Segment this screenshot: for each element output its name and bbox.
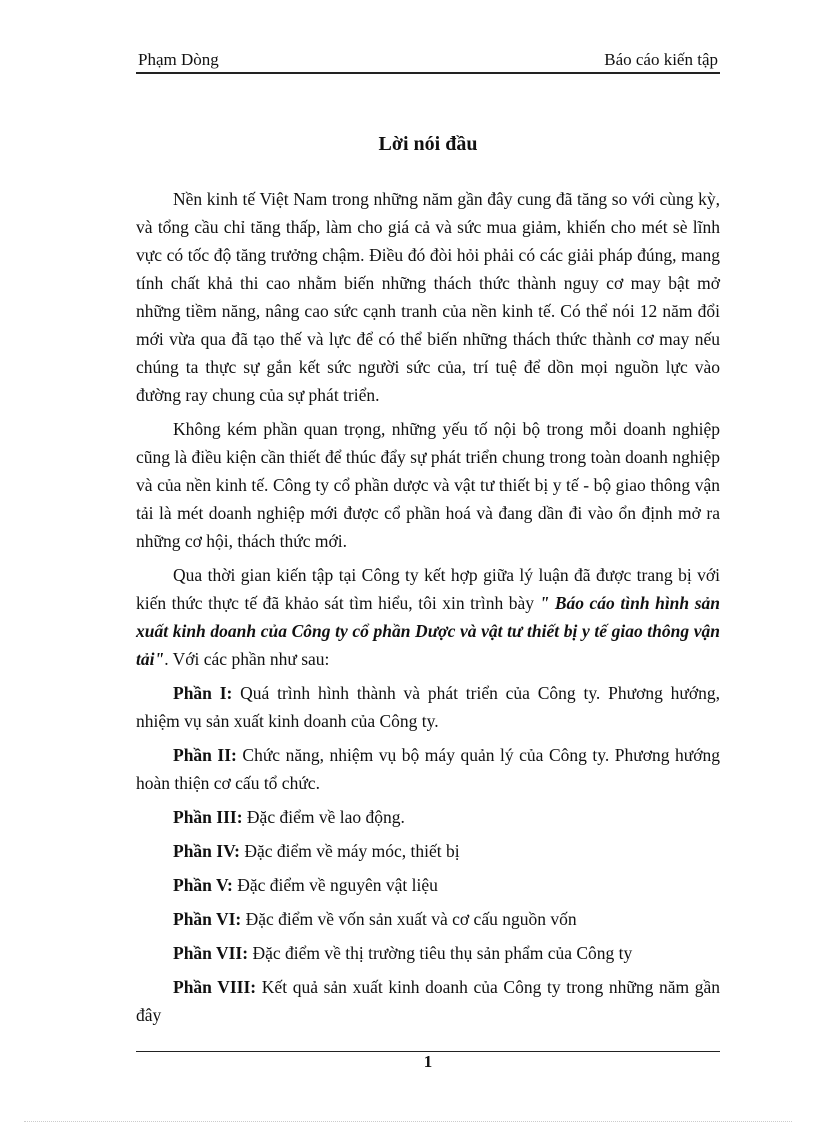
part-label: Phần VI: bbox=[173, 909, 242, 929]
part-label: Phần I: bbox=[173, 683, 233, 703]
part-item bbox=[136, 939, 720, 967]
part-text: Đặc điểm về vốn sản xuất và cơ cấu nguồn vốn bbox=[241, 909, 577, 929]
page-break-divider bbox=[24, 1121, 792, 1122]
document-body bbox=[136, 185, 720, 1035]
header-doc-type: Báo cáo kiến tập bbox=[604, 50, 718, 69]
page-number: 1 bbox=[423, 1052, 433, 1071]
paragraph-2: Không kém phần quan trọng, những yếu tố nội bộ trong mỗi doanh nghiệp cũng là điều kiện cần thiết để thúc đẩy sự phát triển chung trong toàn doanh nghiệp và của nền kinh tế. Công ty cổ phần dược và vật tư thiết bị y tế - bộ giao thông vận tải là mét doanh nghiệp mới được cổ phần hoá và đang dần đi vào ổn định mở ra những cơ hội, thách thức mới. bbox=[136, 419, 720, 551]
page-header bbox=[136, 48, 720, 74]
part-item bbox=[136, 871, 720, 899]
intro-text: Qua thời gian kiến tập tại Công ty kết hợp giữa lý luận đã được trang bị với kiến thức thực tế đã khảo sát tìm hiểu, tôi xin trình bày bbox=[136, 565, 720, 613]
part-label: Phần VIII: bbox=[173, 977, 257, 997]
paragraph-1: Nền kinh tế Việt Nam trong những năm gần đây cung đã tăng so với cùng kỳ, và tổng cầu chỉ tăng thấp, làm cho giá cả và sức mua giảm, khiến cho mét sè lĩnh vực có tốc độ tăng trưởng chậm. Điều đó đòi hỏi phải có các giải pháp đúng, mang tính chất khả thi cao nhằm biến những thách thức thành nguy cơ may bật mở những tiềm năng, nâng cao sức cạnh tranh của nền kinh tế. Có thể nói 12 năm đổi mới vừa qua đã tạo thế và lực để có thể biến những thách thức thành cơ may nếu chúng ta thực sự gắn kết sức người sức của, trí tuệ để dồn mọi nguồn lực vào đường ray chung của sự phát triển. bbox=[136, 189, 720, 405]
part-text: Đặc điểm về nguyên vật liệu bbox=[232, 875, 438, 895]
part-text: Quá trình hình thành và phát triển của Công ty. Phương hướng, nhiệm vụ sản xuất kinh doanh của Công ty. bbox=[136, 683, 720, 731]
part-item bbox=[136, 905, 720, 933]
part-label: Phần IV: bbox=[173, 841, 240, 861]
part-label: Phần II: bbox=[173, 745, 237, 765]
intro-tail: . Với các phần như sau: bbox=[164, 649, 330, 669]
part-label: Phần VII: bbox=[173, 943, 249, 963]
part-item bbox=[136, 741, 720, 797]
page-title: Lời nói đầu bbox=[378, 133, 478, 155]
part-label: Phần III: bbox=[173, 807, 243, 827]
part-item bbox=[136, 679, 720, 735]
part-item bbox=[136, 837, 720, 865]
part-text: Đặc điểm về thị trường tiêu thụ sản phẩm của Công ty bbox=[248, 943, 633, 963]
paragraph-intro bbox=[136, 561, 720, 673]
part-item bbox=[136, 973, 720, 1029]
header-author: Phạm Dòng bbox=[138, 50, 219, 69]
report-title-quote: " Báo cáo tình hình sản xuất kinh doanh của Công ty cổ phần Dược và vật tư thiết bị y tế giao thông vận tải" bbox=[136, 593, 720, 669]
part-text: Đặc điểm về lao động. bbox=[242, 807, 405, 827]
part-text: Kết quả sản xuất kinh doanh của Công ty trong những năm gần đây bbox=[136, 977, 720, 1025]
part-label: Phần V: bbox=[173, 875, 233, 895]
part-item bbox=[136, 803, 720, 831]
part-text: Đặc điểm về máy móc, thiết bị bbox=[239, 841, 460, 861]
part-text: Chức năng, nhiệm vụ bộ máy quản lý của Công ty. Phương hướng hoàn thiện cơ cấu tổ chức. bbox=[136, 745, 720, 793]
